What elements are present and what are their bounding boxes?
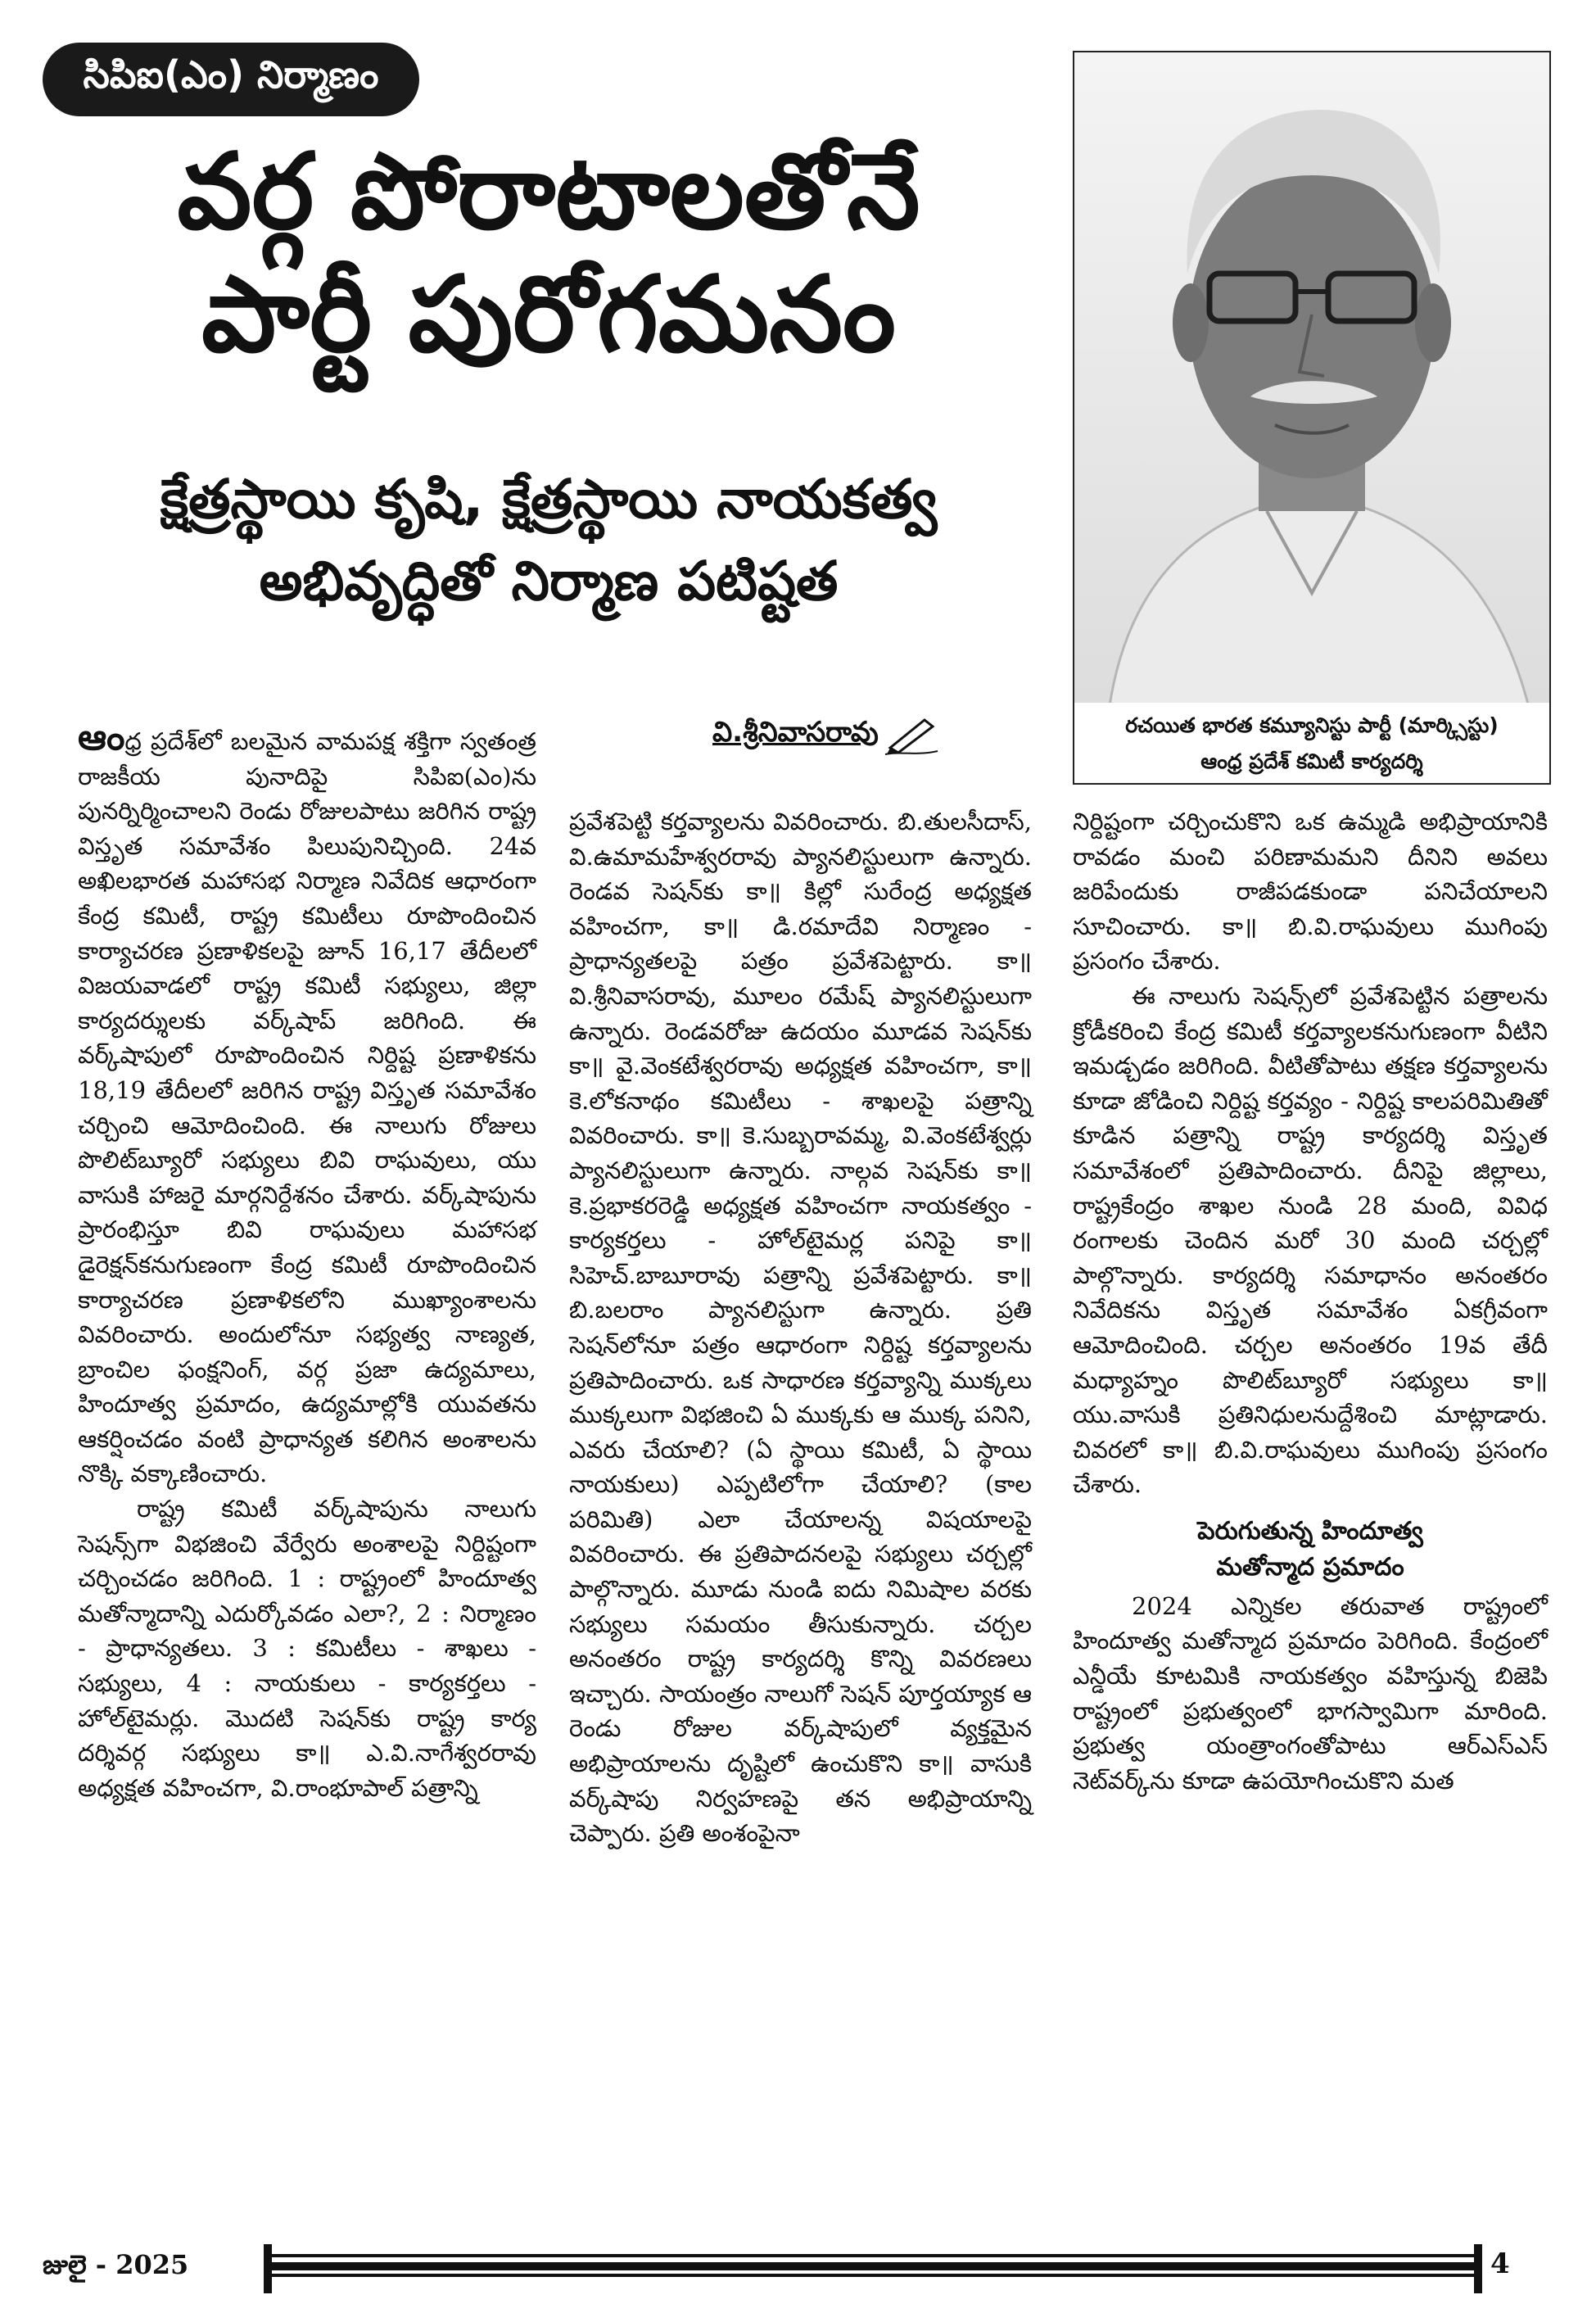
caption-line-1: రచయిత భారత కమ్యూనిస్టు పార్టీ (మార్క్సిస్టు) <box>1125 713 1499 737</box>
paragraph: రాష్ట్ర కమిటీ వర్క్‌షాపును నాలుగు సెషన్స్‌గా విభజించి వేర్వేరు అంశాలపై నిర్దిష్టంగా చర్చించడం జరిగింది. 1 : రాష్ట్రంలో హిందూత్వ మతోన్మాదాన్ని ఎదుర్కోవడం ఎలా?, 2 : నిర్మాణం - ప్రాధాన్యతలు. 3 : కమిటీలు - శాఖలు - సభ్యులు, 4 : నాయకులు - కార్యకర్తలు - హోల్‌టైమర్లు. మొదటి సెషన్‌కు రాష్ట్ర కార్య దర్శివర్గ సభ్యులు కా॥ ఎ.వి.నాగేశ్వరరావు అధ్యక్షత వహించగా, వి.రాంభూపాల్ పత్రాన్ని <box>78 1495 536 1802</box>
drop-cap: ఆం <box>78 717 125 758</box>
footer-rule-cap-right <box>1474 2244 1482 2293</box>
paragraph: 2024 ఎన్నికల తరువాత రాష్ట్రంలో హిందూత్వ మతోన్మాద ప్రమాదం పెరిగింది. కేంద్రంలో ఎన్డీయే కూటమికి నాయకత్వం వహిస్తున్న బిజెపి రాష్ట్రంలో ప్రభుత్వంలో భాగస్వామిగా మారింది. ప్రభుత్వ యంత్రాంగంతోపాటు ఆర్‌ఎస్ఎస్ నెట్‌వర్క్‌ను కూడా ఉపయోగించుకొని మత <box>1073 1591 1548 1795</box>
photo-caption <box>1073 703 1551 785</box>
subheadline-line-1: క్షేత్రస్థాయి కృషి, క్షేత్రస్థాయి నాయకత్వ <box>160 468 938 531</box>
author-photo <box>1073 51 1551 726</box>
subheading-line-1: పెరుగుతున్న హిందూత్వ <box>1197 1516 1423 1546</box>
article-column-2 <box>569 804 1032 1851</box>
section-tag: సిపిఐ(ఎం) నిర్మాణం <box>43 43 419 116</box>
caption-line-2: ఆంధ్ర ప్రదేశ్ కమిటీ కార్యదర్శి <box>1200 749 1423 773</box>
paragraph: నిర్దిష్టంగా చర్చించుకొని ఒక ఉమ్మడి అభిప్రాయానికి రావడం మంచి పరిణామమని దీనిని అవలు జరిపేందుకు రాజీపడకుండా పనిచేయాలని సూచించారు. కా॥ బి.వి.రాఘవులు ముగింపు ప్రసంగం చేశారు. <box>1073 808 1548 975</box>
paragraph-text: ధ్ర ప్రదేశ్‌లో బలమైన వామపక్ష శక్తిగా స్వతంత్ర రాజకీయ పునాదిపై సిపిఐ(ఎం)ను పునర్నిర్మించాలని రెండు రోజులపాటు జరిగిన రాష్ట్ర విస్తృత సమావేశం పిలుపునిచ్చింది. 24వ అఖిలభారత మహాసభ నిర్మాణ నివేదిక ఆధారంగా కేంద్ర కమిటీ, రాష్ట్ర కమిటీలు రూపొందించిన కార్యాచరణ ప్రణాళికలపై జూన్ 16,17 తేదీలలో విజయవాడలో రాష్ట్ర కమిటీ సభ్యులు, జిల్లా కార్యదర్శులకు వర్క్‌షాప్ జరిగింది. ఈ వర్క్‌షాపులో రూపొందించిన నిర్దిష్ట ప్రణాళికను 18,19 తేదీలలో జరిగిన రాష్ట్ర విస్తృత సమావేశం చర్చించి ఆమోదించింది. ఈ నాలుగు రోజులు పొలిట్‌బ్యూరో సభ్యులు బివి రాఘవులు, యు వాసుకి హాజరై మార్గనిర్దేశనం చేశారు. వర్క్‌షాపును ప్రారంభిస్తూ బివి రాఘవులు మహాసభ డైరెక్షన్‌కనుగుణంగా కేంద్ర కమిటీ రూపొందించిన కార్యాచరణ ప్రణాళికలోని ముఖ్యాంశాలను వివరించారు. అందులోనూ సభ్యత్వ నాణ్యత, బ్రాంచిల ఫంక్షనింగ్, వర్గ ప్రజా ఉద్యమాలు, హిందూత్వ ప్రమాదం, ఉద్యమాల్లోకి యువతను ఆకర్షించడం వంటి ప్రాధాన్యత కలిగిన అంశాలను నొక్కి వక్కాణించారు. <box>78 727 536 1488</box>
article-headline <box>49 131 1048 377</box>
subheading-line-2: మతోన్మాద ప్రమాదం <box>1216 1552 1404 1582</box>
paragraph <box>78 717 536 1491</box>
pen-writing-icon <box>884 715 941 756</box>
paragraph: ఈ నాలుగు సెషన్స్‌లో ప్రవేశపెట్టిన పత్రాలను క్రోడీకరించి కేంద్ర కమిటీ కర్తవ్యాలకనుగుణంగా వీటిని ఇమడ్చడం జరిగింది. వీటితోపాటు తక్షణ కర్తవ్యాలను కూడా జోడించి నిర్దిష్ట కర్తవ్యం - నిర్దిష్ట కాలపరిమితితో కూడిన పత్రాన్ని రాష్ట్ర కార్యదర్శి విస్తృత సమావేశంలో ప్రతిపాదించారు. దీనిపై జిల్లాలు, రాష్ట్రకేంద్రం శాఖల నుండి 28 మంది, వివిధ రంగాలకు చెందిన మరో 30 మంది చర్చల్లో పాల్గొన్నారు. కార్యదర్శి సమాధానం అనంతరం నివేదికను విస్తృత సమావేశం ఏకగ్రీవంగా ఆమోదించింది. చర్చల అనంతరం 19వ తేదీ మధ్యాహ్నం పొలిట్‌బ్యూరో సభ్యులు కా॥ యు.వాసుకి ప్రతినిధులనుద్దేశించి మాట్లాడారు. చివరలో కా॥ బి.వి.రాఘవులు ముగింపు ప్రసంగం చేశారు. <box>1073 981 1548 1499</box>
section-subheading <box>1073 1514 1548 1586</box>
headline-line-2: పార్టీ పురోగమనం <box>201 254 896 376</box>
paragraph: ప్రవేశపెట్టి కర్తవ్యాలను వివరించారు. బి.తులసీదాస్, వి.ఉమామహేశ్వరరావు ప్యానలిస్టులుగా ఉన్నారు. రెండవ సెషన్‌కు కా॥ కిల్లో సురేంద్ర అధ్యక్షత వహించగా, కా॥ డి.రమాదేవి నిర్మాణం - ప్రాధాన్యతలపై పత్రం ప్రవేశపెట్టారు. కా॥ వి.శ్రీనివాసరావు, మూలం రమేష్ ప్యానలిస్టులుగా ఉన్నారు. రెండవరోజు ఉదయం మూడవ సెషన్‌కు కా॥ వై.వెంకటేశ్వరరావు అధ్యక్షత వహించగా, కా॥ కె.లోకనాథం కమిటీలు - శాఖలపై పత్రాన్ని వివరించారు. కా॥ కె.సుబ్బరావమ్మ, వి.వెంకటేశ్వర్లు ప్యానలిస్టులుగా ఉన్నారు. నాల్గవ సెషన్‌కు కా॥ కె.ప్రభాకరరెడ్డి అధ్యక్షత వహించగా నాయకత్వం - కార్యకర్తలు - హోల్‌టైమర్ల పనిపై కా॥ సిహెచ్.బాబూరావు పత్రాన్ని ప్రవేశపెట్టారు. కా॥ బి.బలరాం ప్యానలిస్టుగా ఉన్నారు. ప్రతి సెషన్‌లోనూ పత్రం ఆధారంగా నిర్దిష్ట కర్తవ్యాలను ప్రతిపాదించారు. ఒక సాధారణ కర్తవ్యాన్ని ముక్కలు ముక్కలుగా విభజించి ఏ ముక్కకు ఆ ముక్క పనిని, ఎవరు చేయాలి? (ఏ స్థాయి కమిటీ, ఏ స్థాయి నాయకులు) ఎప్పటిలోగా చేయాలి? (కాల పరిమితి) ఎలా చేయాలన్న విషయాలపై వివరించారు. ఈ ప్రతిపాదనలపై సభ్యులు చర్చల్లో పాల్గొన్నారు. మూడు నుండి ఐదు నిమిషాల వరకు సభ్యులు సమయం తీసుకున్నారు. చర్చల అనంతరం రాష్ట్ర కార్యదర్శి కొన్ని వివరణలు ఇచ్చారు. సాయంత్రం నాలుగో సెషన్ పూర్తయ్యాక ఆ రెండు రోజుల వర్క్‌షాపులో వ్యక్తమైన అభిప్రాయాలను దృష్టిలో ఉంచుకొని కా॥ వాసుకి వర్క్‌షాపు నిర్వహణపై తన అభిప్రాయాన్ని చెప్పారు. ప్రతి అంశంపైనా <box>569 808 1032 1848</box>
article-column-3 <box>1073 804 1548 1798</box>
footer-rule <box>270 2254 1474 2277</box>
author-byline <box>712 711 1040 760</box>
headline-line-1: వర్గ పోరాటాలతోనే <box>177 131 920 253</box>
author-name: వి.శ్రీనివాసరావు <box>712 716 879 749</box>
author-portrait-image <box>1074 52 1549 724</box>
article-column-1 <box>78 717 536 1805</box>
page-number: 4 <box>1490 2247 1510 2280</box>
subheadline-line-2: అభివృద్ధితో నిర్మాణ పటిష్టత <box>259 550 839 613</box>
issue-date: జులై - 2025 <box>43 2249 189 2280</box>
article-subheadline <box>49 459 1048 622</box>
